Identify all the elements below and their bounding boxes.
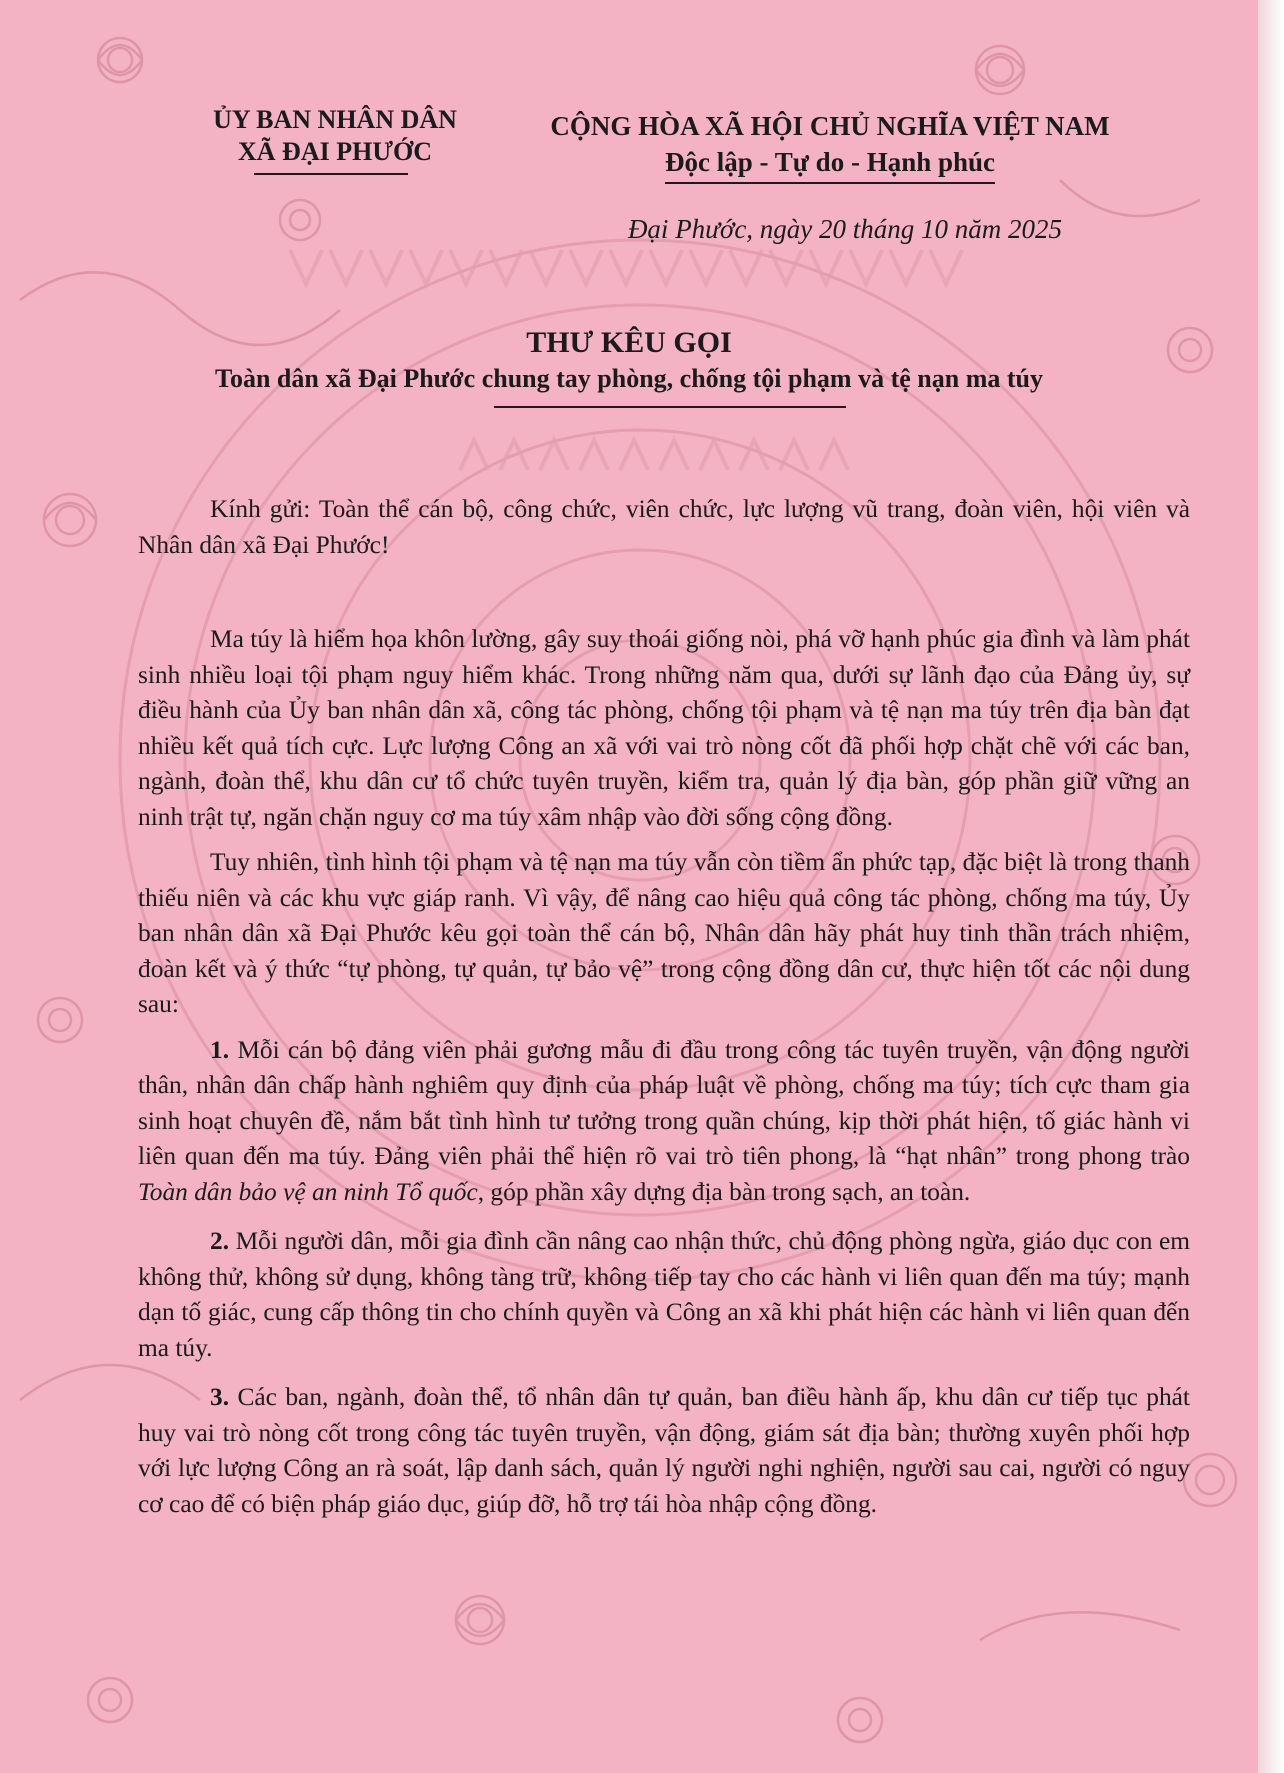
- list-item-2-text: Mỗi người dân, mỗi gia đình cần nâng cao nhận thức, chủ động phòng ngừa, giáo dục con em không thử, không sử dụng, không tàng trữ, không tiếp tay cho các hành vi liên quan đến ma túy; mạnh dạn tố giác, cung cấp thông tin cho chính quyền và Công an xã khi phát hiện các hành vi liên quan đến ma túy.: [138, 1227, 1190, 1362]
- list-item-1-movement-name: Toàn dân bảo vệ an ninh Tổ quốc: [138, 1177, 478, 1206]
- list-item-3-number: 3.: [210, 1383, 230, 1411]
- list-item-1-text-end: , góp phần xây dựng địa bàn trong sạch, an toàn.: [477, 1177, 971, 1206]
- scan-margin: [1258, 0, 1284, 1773]
- list-item-2-number: 2.: [210, 1227, 230, 1255]
- list-item-1-text: Mỗi cán bộ đảng viên phải gương mẫu đi đầu trong công tác tuyên truyền, vận động người thân, nhân dân chấp hành nghiêm quy định của pháp luật về phòng, chống ma túy; tích cực tham gia sinh hoạt chuyên đề, nắm bắt tình hình tư tưởng trong quần chúng, kịp thời phát hiện, tố giác hành vi liên quan đến ma túy. Đảng viên phải thể hiện rõ vai trò tiên phong, là “hạt nhân” trong phong trào: [138, 1035, 1190, 1170]
- authority-line-2: XÃ ĐẠI PHƯỚC: [237, 137, 433, 166]
- greeting-block: [138, 492, 1190, 563]
- letter-body: [138, 622, 1190, 1532]
- list-item-2: [138, 1224, 1190, 1366]
- national-heading: [520, 108, 1140, 184]
- issuing-authority: [170, 104, 500, 168]
- document-title: THƯ KÊU GỌI: [526, 326, 732, 359]
- list-item-3-text: Các ban, ngành, đoàn thể, tổ nhân dân tự quản, ban điều hành ấp, khu dân cư tiếp tục phát huy vai trò nòng cốt trong công tác tuyên truyền, vận động, giám sát địa bàn; thường xuyên phối hợp với lực lượng Công an rà soát, lập danh sách, quản lý người nghi nghiện, người sau cai, người có nguy cơ cao để có biện pháp giáo dục, giúp đỡ, hỗ trợ tái hòa nhập cộng đồng.: [138, 1383, 1190, 1518]
- list-item-1: [138, 1033, 1190, 1211]
- authority-line-1: ỦY BAN NHÂN DÂN: [213, 105, 457, 134]
- date-place-line: Đại Phước, ngày 20 tháng 10 năm 2025: [627, 214, 1063, 244]
- list-item-3: [138, 1380, 1190, 1522]
- document-subtitle: Toàn dân xã Đại Phước chung tay phòng, chống tội phạm và tệ nạn ma túy: [215, 364, 1043, 393]
- authority-underline: [254, 173, 408, 175]
- body-paragraph-2: Tuy nhiên, tình hình tội phạm và tệ nạn ma túy vẫn còn tiềm ẩn phức tạp, đặc biệt là trong thanh thiếu niên và các khu vực giáp ranh. Vì vậy, để nâng cao hiệu quả công tác phòng, chống ma túy, Ủy ban nhân dân xã Đại Phước kêu gọi toàn thể cán bộ, Nhân dân hãy phát huy tinh thần trách nhiệm, đoàn kết và ý thức “tự phòng, tự quản, tự bảo vệ” trong cộng đồng dân cư, thực hiện tốt các nội dung sau:: [138, 848, 1190, 1018]
- body-paragraph-1: Ma túy là hiểm họa khôn lường, gây suy thoái giống nòi, phá vỡ hạnh phúc gia đình và làm phát sinh nhiều loại tội phạm nguy hiểm khác. Trong những năm qua, dưới sự lãnh đạo của Đảng ủy, sự điều hành của Ủy ban nhân dân xã, công tác phòng, chống tội phạm và tệ nạn ma túy trên địa bàn đạt nhiều kết quả tích cực. Lực lượng Công an xã với vai trò nòng cốt đã phối hợp chặt chẽ với các ban, ngành, đoàn thể, khu dân cư tổ chức tuyên truyền, kiểm tra, quản lý địa bàn, góp phần giữ vững an ninh trật tự, ngăn chặn nguy cơ ma túy xâm nhập vào đời sống cộng đồng.: [138, 625, 1190, 831]
- nation-name: CỘNG HÒA XÃ HỘI CHỦ NGHĨA VIỆT NAM: [550, 111, 1110, 141]
- list-item-1-number: 1.: [210, 1035, 230, 1064]
- greeting-paragraph: Kính gửi: Toàn thể cán bộ, công chức, viên chức, lực lượng vũ trang, đoàn viên, hội viên và Nhân dân xã Đại Phước!: [138, 495, 1190, 559]
- national-motto: Độc lập - Tự do - Hạnh phúc: [665, 144, 995, 184]
- title-underline: [494, 406, 846, 408]
